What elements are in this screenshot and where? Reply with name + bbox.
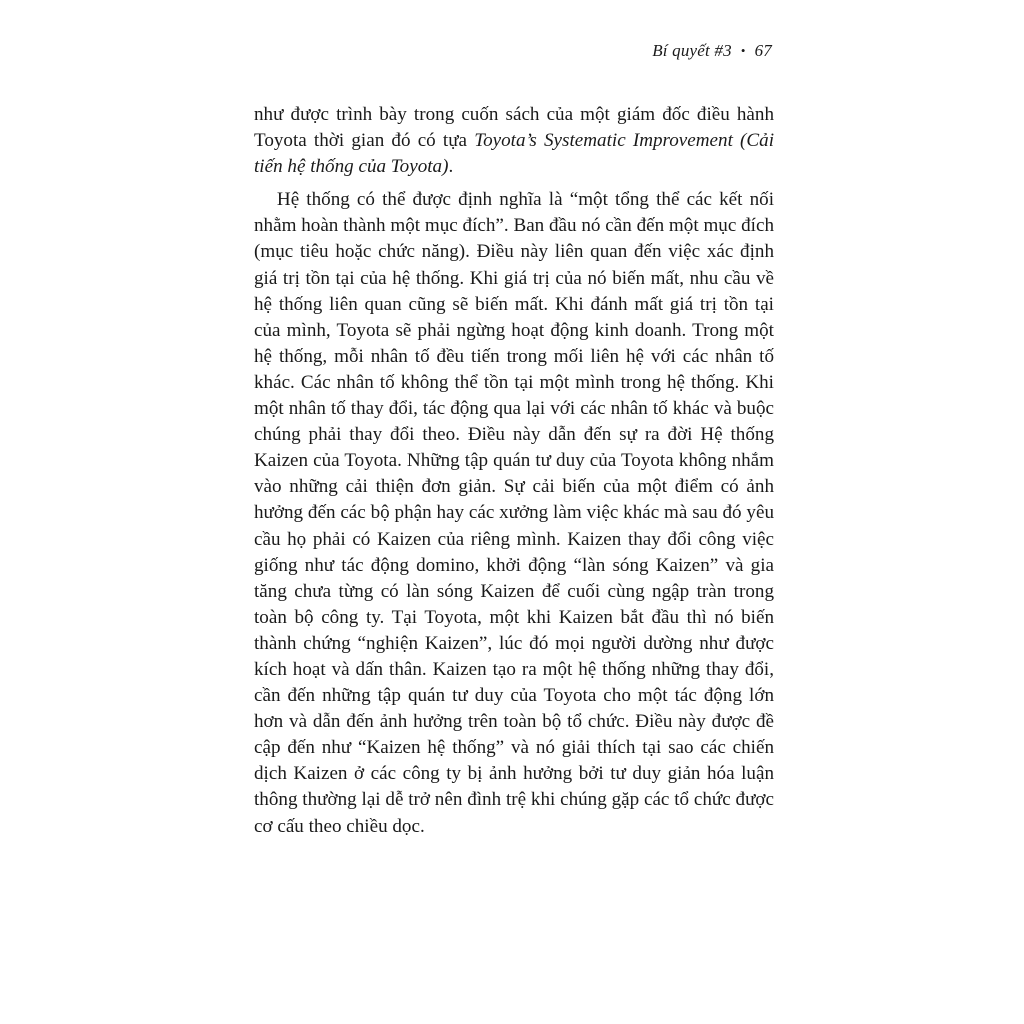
body-text (254, 102, 774, 840)
paragraph-end: . (448, 156, 454, 178)
paragraph-text: như được trình bày trong cuốn sách của một giám đốc điều hành Toyota thời gian đó có tựa (254, 104, 774, 152)
page-number: 67 (754, 41, 772, 60)
book-title: Toyota’s Systematic Improvement (Cải tiến hệ thống của Toyota) (254, 130, 775, 178)
paragraph-continued (254, 102, 774, 180)
paragraph: Hệ thống có thể được định nghĩa là “một tổng thể các kết nối nhằm hoàn thành một mục đích”. Ban đầu nó cần đến một mục đích (mục tiêu hoặc chức năng). Điều này liên quan đến việc xác định giá trị tồn tại của hệ thống. Khi giá trị của nó biến mất, nhu cầu về hệ thống liên quan cũng sẽ biến mất. Khi đánh mất giá trị tồn tại của mình, Toyota sẽ phải ngừng hoạt động kinh doanh. Trong một hệ thống, mỗi nhân tố đều tiến trong mối liên hệ với các nhân tố khác. Các nhân tố không thể tồn tại một mình trong hệ thống. Khi một nhân tố thay đổi, tác động qua lại với các nhân tố khác và buộc chúng phải thay đổi theo. Điều này dẫn đến sự ra đời Hệ thống Kaizen của Toyota. Những tập quán tư duy của Toyota không nhắm vào những cải thiện đơn giản. Sự cải biến của một điểm có ảnh hưởng đến các bộ phận hay các xưởng làm việc khác mà sau đó yêu cầu họ phải có Kaizen của riêng mình. Kaizen thay đổi công việc giống như tác động domino, khởi động “làn sóng Kaizen” và gia tăng chưa từng có làn sóng Kaizen để cuối cùng ngập tràn trong toàn bộ công ty. Tại Toyota, một khi Kaizen bắt đầu thì nó biến thành chứng “nghiện Kaizen”, lúc đó mọi người dường như được kích hoạt và dấn thân. Kaizen tạo ra một hệ thống những thay đổi, cần đến những tập quán tư duy của Toyota cho một tác động lớn hơn và dẫn đến ảnh hưởng trên toàn bộ tổ chức. Điều này được đề cập đến như “Kaizen hệ thống” và nó giải thích tại sao các chiến dịch Kaizen ở các công ty bị ảnh hưởng bởi tư duy giản hóa luận thông thường lại dễ trở nên đình trệ khi chúng gặp các tổ chức được cơ cấu theo chiều dọc. (254, 189, 774, 837)
running-header (652, 41, 772, 61)
header-separator: • (740, 43, 746, 58)
chapter-title: Bí quyết #3 (652, 41, 732, 60)
